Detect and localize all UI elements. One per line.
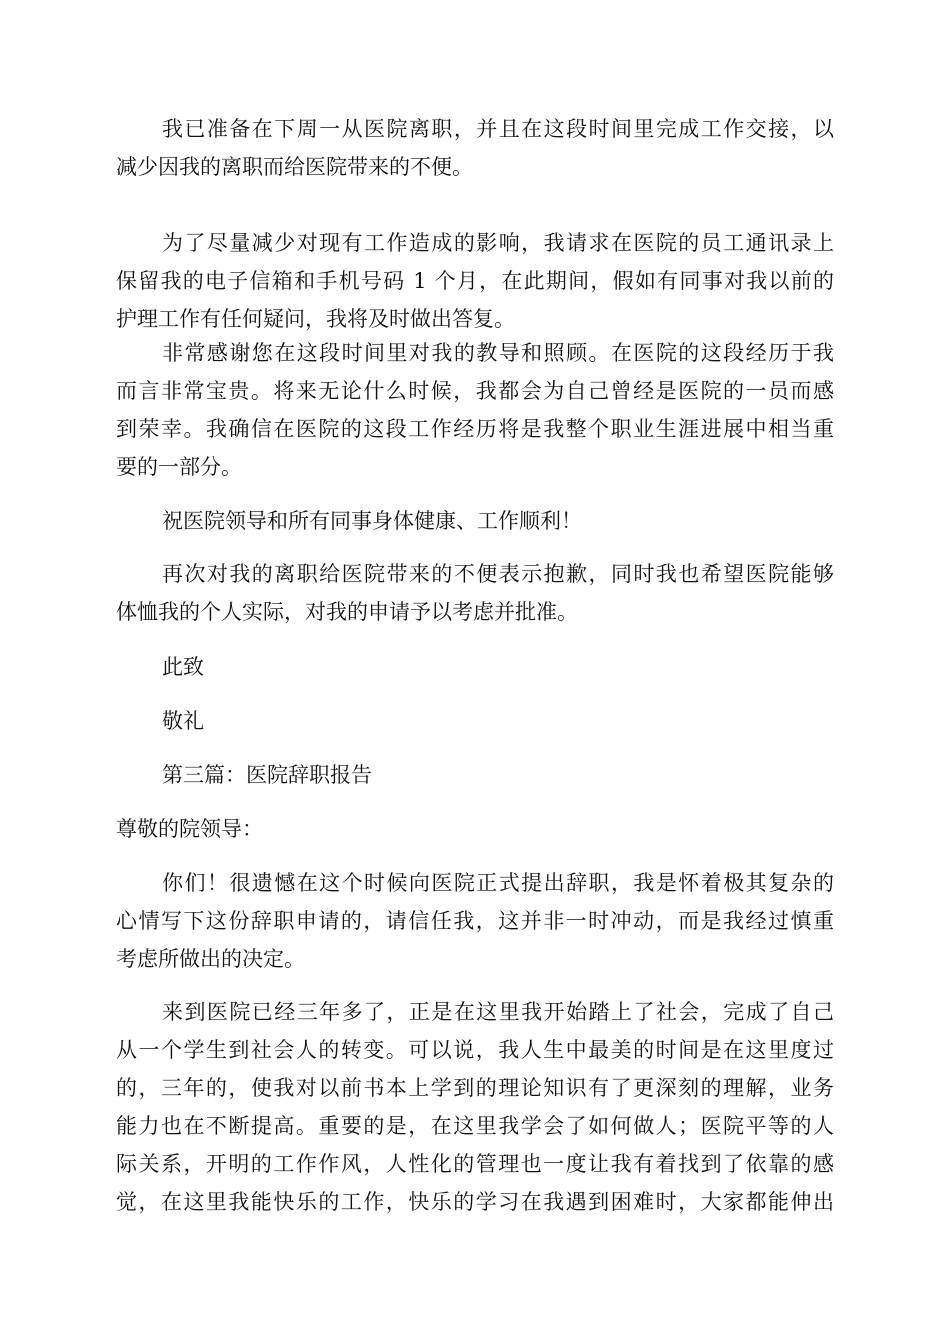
- paragraph-contact-retention: [116, 224, 834, 338]
- paragraph-wishes: [116, 502, 834, 540]
- salutation: [116, 810, 834, 848]
- section-heading: 第三篇：医院辞职报告: [162, 763, 372, 787]
- paragraph-gratitude: [116, 334, 834, 486]
- text-line: 体恤我的个人实际，对我的申请予以考虑并批准。: [116, 600, 578, 624]
- section-title: [116, 756, 834, 794]
- text-line: 护理工作有任何疑问，我将及时做出答复。: [116, 307, 515, 331]
- closing-greeting: [116, 648, 834, 686]
- paragraph-handover: [116, 110, 834, 186]
- text-line: 祝医院领导和所有同事身体健康、工作顺利！: [162, 509, 582, 533]
- text-line: 减少因我的离职而给医院带来的不便。: [116, 155, 473, 179]
- text-line: 考虑所做出的决定。: [116, 947, 305, 971]
- text-line: 再次对我的离职给医院带来的不便表示抱歉，同时我也希望医院能够: [162, 562, 834, 586]
- text-line: 能力也在不断提高。重要的是，在这里我学会了如何做人；医院平等的人: [116, 1114, 834, 1138]
- text-line: 我已准备在下周一从医院离职，并且在这段时间里完成工作交接，以: [162, 117, 834, 141]
- text-line: 心情写下这份辞职申请的，请信任我，这并非一时冲动，而是我经过慎重: [116, 909, 834, 933]
- text-line: 际关系，开明的工作作风，人性化的管理也一度让我有着找到了依靠的感: [116, 1152, 834, 1176]
- text-line: 你们！很遗憾在这个时候向医院正式提出辞职，我是怀着极其复杂的: [162, 871, 834, 895]
- text-line: 到荣幸。我确信在医院的这段工作经历将是我整个职业生涯进展中相当重: [116, 417, 834, 441]
- paragraph-experience: [116, 993, 834, 1221]
- text-line: 要的一部分。: [116, 455, 242, 479]
- text-line: 为了尽量减少对现有工作造成的影响，我请求在医院的员工通讯录上: [162, 231, 834, 255]
- paragraph-apology: [116, 555, 834, 631]
- salutation-line: 尊敬的院领导：: [116, 817, 263, 841]
- closing-line: 敬礼: [162, 709, 204, 733]
- text-line: 觉，在这里我能快乐的工作，快乐的学习在我遇到困难时，大家都能伸出: [116, 1190, 834, 1214]
- text-line: 从一个学生到社会人的转变。可以说，我人生中最美的时间是在这里度过: [116, 1038, 834, 1062]
- paragraph-resignation-intro: [116, 864, 834, 978]
- text-line: 保留我的电子信箱和手机号码 1 个月，在此期间，假如有同事对我以前的: [116, 269, 834, 293]
- closing-salute: [116, 702, 834, 740]
- text-line: 的，三年的，使我对以前书本上学到的理论知识有了更深刻的理解，业务: [116, 1076, 834, 1100]
- text-line: 非常感谢您在这段时间里对我的教导和照顾。在医院的这段经历于我: [162, 341, 834, 365]
- closing-line: 此致: [162, 655, 204, 679]
- text-line: 而言非常宝贵。将来无论什么时候，我都会为自己曾经是医院的一员而感: [116, 379, 834, 403]
- text-line: 来到医院已经三年多了，正是在这里我开始踏上了社会，完成了自己: [162, 1000, 834, 1024]
